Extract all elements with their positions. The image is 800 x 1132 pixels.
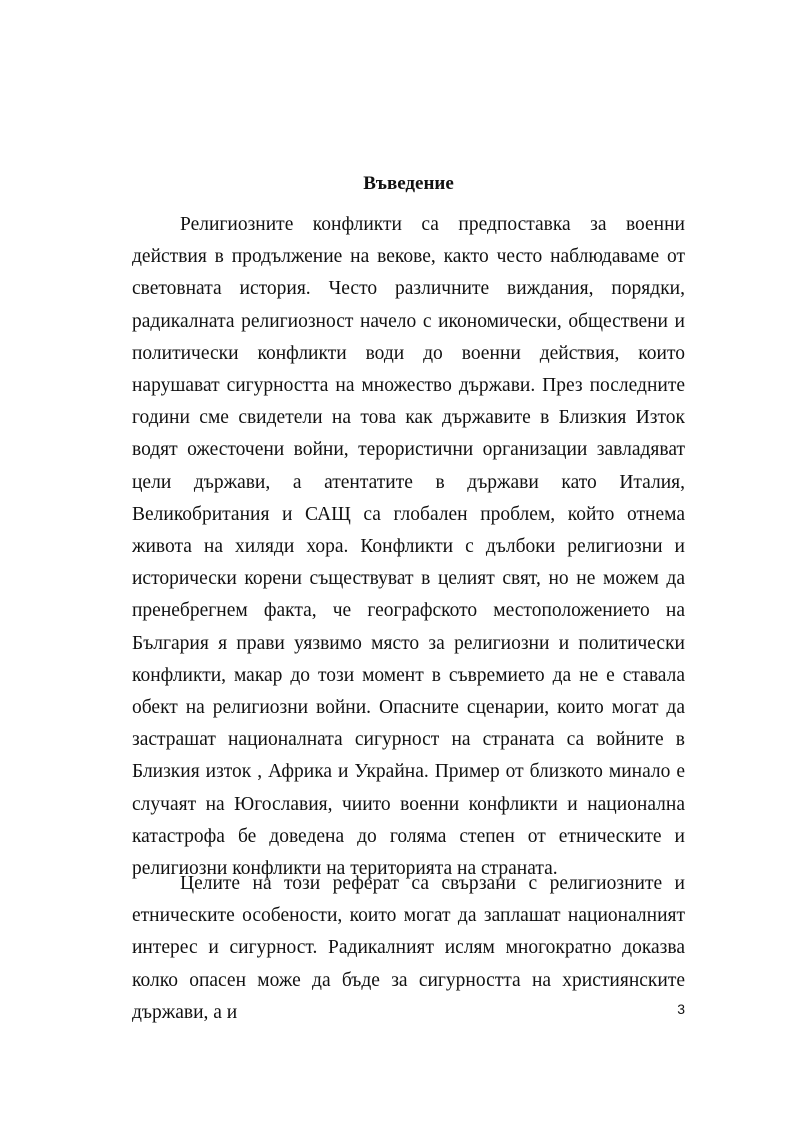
- body-paragraph-2: Целите на този реферат са свързани с религиозните и етническите особености, които могат да заплашат националният интерес и сигурност. Радикалният ислям многократно доказва колко опасен може да бъде за сигурността на християнските държави, а и: [132, 873, 685, 1023]
- body-paragraph-1: Религиозните конфликти са предпоставка за военни действия в продължение на векове, както често наблюдаваме от световната история. Често различните виждания, порядки, радикалната религиозност начело с икономически, обществени и политически конфликти води до военни действия, които нарушават сигурността на множество държави. През последните години сме свидетели на това как държавите в Близкия Изток водят ожесточени войни, терористични организации завладяват цели държави, а атентатите в държави като Италия, Великобритания и САЩ са глобален проблем, който отнема живота на хиляди хора. Конфликти с дълбоки религиозни и исторически корени съществуват в целият свят, но не можем да пренебрегнем факта, че географското местоположението на България я прави уязвимо място за религиозни и политически конфликти, макар до този момент в съвремието да не е ставала обект на религиозни войни. Опасните сценарии, които могат да застрашат националната сигурност на страната са войните в Близкия изток , Африка и Украйна. Пример от близкото минало е случаят на Югославия, чиито военни конфликти и национална катастрофа бе доведена до голяма степен от етническите и религиозни конфликти на територията на страната.: [132, 214, 685, 880]
- page-number: 3: [677, 1001, 685, 1017]
- section-title: Въведение: [363, 173, 454, 194]
